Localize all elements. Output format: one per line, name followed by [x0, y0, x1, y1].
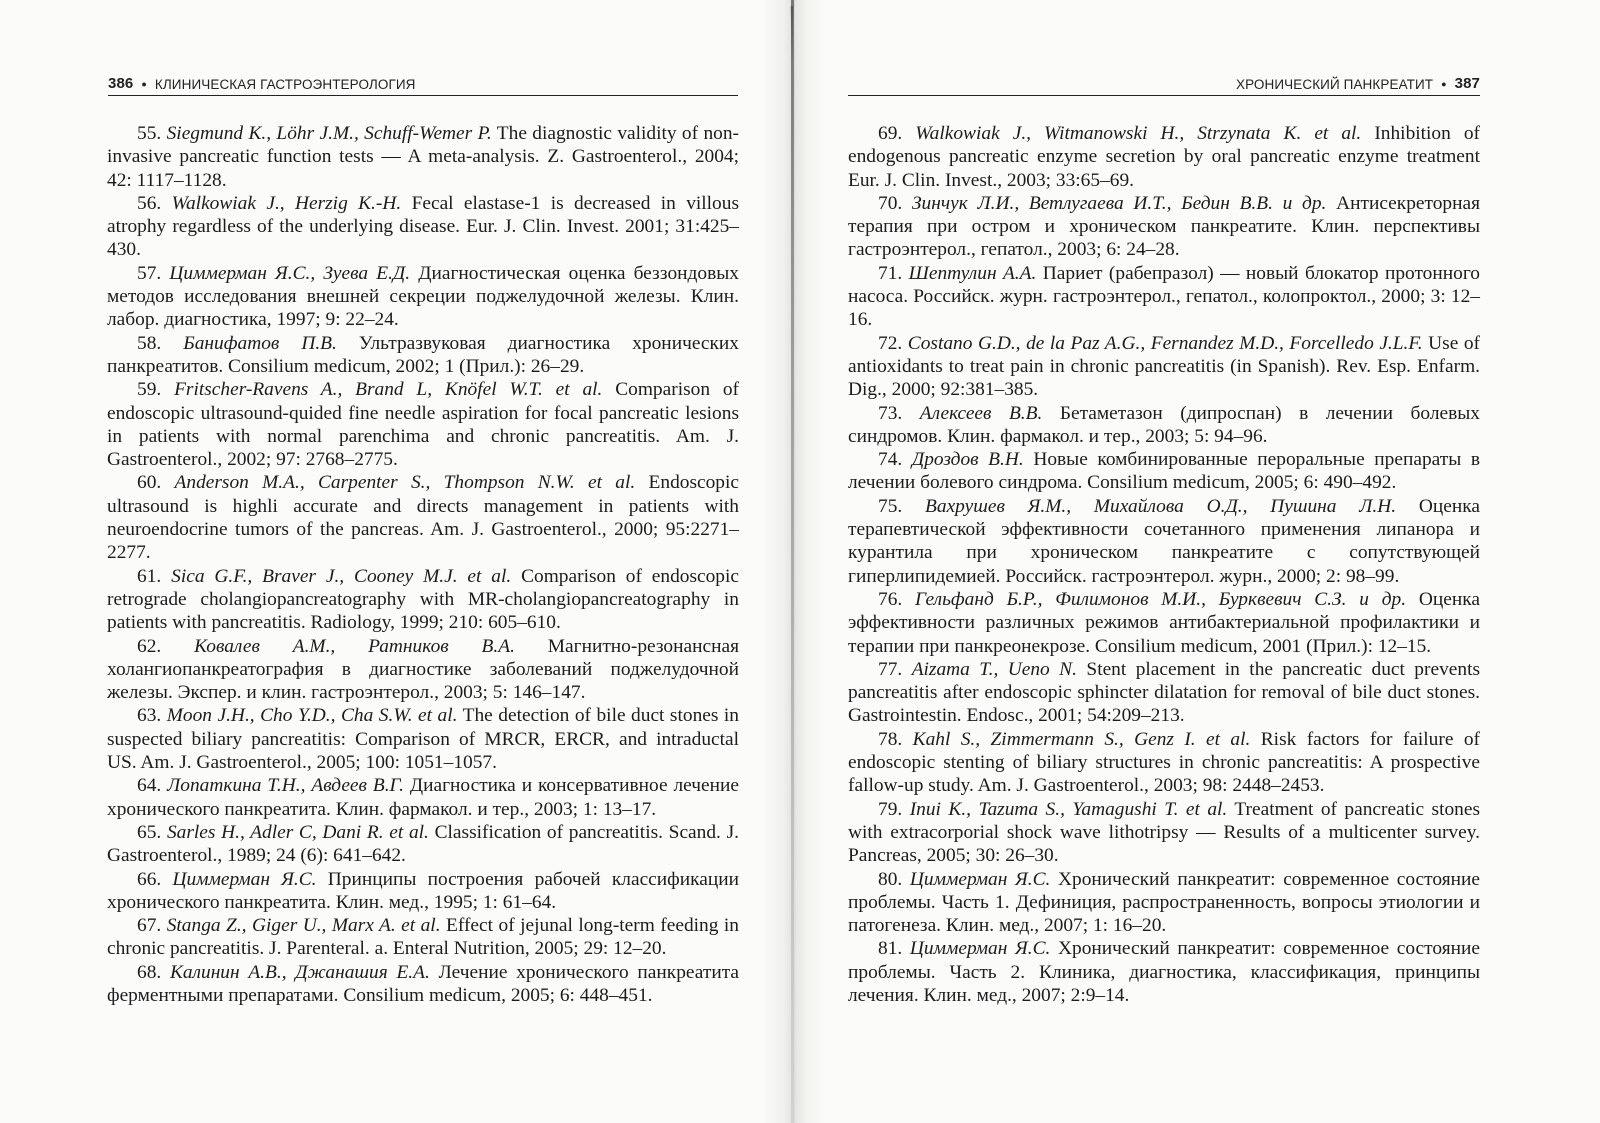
reference-item: 66. Циммерман Я.С. Принципы построения рабочей классификации хронического панкреатита. Клин. мед., 1995; 1: 61–64.	[107, 868, 739, 913]
reference-item: 64. Лопаткина Т.Н., Авдеев В.Г. Диагностика и консервативное лечение хронического панкреатита. Клин. фармакол. и тер., 2003; 1: 13–17.	[107, 775, 739, 820]
reference-item: 63. Moon J.H., Cho Y.D., Cha S.W. et al. The detection of bile duct stones in suspected biliary pancreatitis: Comparison of MRCR, ERCR, and intraductal US. Am. J. Gastroenterol., 2005; 100: 1051–1057.	[107, 705, 739, 774]
reference-item: 57. Циммерман Я.С., Зуева Е.Д. Диагностическая оценка беззондовых методов исследования внешней секреции поджелудочной железы. Клин. лабор. диагностика, 1997; 9: 22–24.	[107, 262, 739, 331]
reference-item: 65. Sarles H., Adler C, Dani R. et al. Classification of pancreatitis. Scand. J. Gastroenterol., 1989; 24 (6): 641–642.	[107, 821, 739, 867]
reference-item: 68. Калинин А.В., Джанашия Е.А. Лечение хронического панкреатита ферментными препаратами. Consilium medicum, 2005; 6: 448–451.	[107, 961, 740, 1006]
reference-item: 60. Anderson M.A., Carpenter S., Thompson N.W. et al. Endoscopic ultrasound is highli accurate and directs management in patients with neuroendocrine tumors of the pancreas. Am. J. Gastroenterol., 2000; 95:2271–2277.	[107, 472, 739, 564]
reference-item: 72. Costano G.D., de la Paz A.G., Fernandez M.D., Forcelledo J.L.F. Use of antioxidants to treat pain in chronic pancreatitis (in Spanish). Rev. Esp. Enfarm. Dig., 2000; 92:381–385.	[848, 332, 1480, 401]
reference-item: 59. Fritscher-Ravens A., Brand L, Knöfel W.T. et al. Comparison of endoscopic ultrasound-quided fine needle aspiration for focal pancreatic lesions in patients with normal parenchima and chronic pancreatitis. Am. J. Gastroenterol., 2002; 97: 2768–2775.	[107, 379, 739, 471]
reference-item: 76. Гельфанд Б.Р., Филимонов М.И., Бурквевич С.З. и др. Оценка эффективности различных режимов антибактериальной профилактики и терапии при панкреонекрозе. Consilium medicum, 2001 (Прил.): 12–15.	[848, 588, 1480, 657]
book-spine-fold	[791, 0, 794, 1123]
reference-item: 56. Walkowiak J., Herzig K.-H. Fecal elastase-1 is decreased in villous atrophy regardless of the underlying disease. Eur. J. Clin. Invest. 2001; 31:425–430.	[107, 192, 739, 261]
left-reference-list	[107, 122, 739, 1007]
reference-item: 62. Ковалев А.М., Ратников В.А. Магнитно-резонансная холангиопанкреатография в диагностике заболеваний поджелудочной железы. Экспер. и клин. гастроэнтерол., 2003; 5: 146–147.	[107, 635, 739, 704]
reference-item: 80. Циммерман Я.С. Хронический панкреатит: современное состояние проблемы. Часть 1. Дефиниция, распространенность, вопросы этиологии и патогенеза. Клин. мед., 2007; 1: 16–20.	[848, 868, 1480, 937]
right-running-head: ХРОНИЧЕСКИЙ ПАНКРЕАТИТ	[1236, 77, 1434, 92]
left-running-head: КЛИНИЧЕСКАЯ ГАСТРОЭНТЕРОЛОГИЯ	[154, 77, 416, 92]
book-gutter	[762, 0, 826, 1123]
reference-item: 81. Циммерман Я.С. Хронический панкреатит: современное состояние проблемы. Часть 2. Клиника, диагностика, классификация, принципы лечения. Клин. мед., 2007; 2:9–14.	[848, 938, 1480, 1006]
reference-item: 71. Шептулин А.А. Париет (рабепразол) — новый блокатор протонного насоса. Российск. журн. гастроэнтерол., гепатол., колопроктол., 2000; 3: 12–16.	[848, 262, 1480, 331]
reference-item: 61. Sica G.F., Braver J., Cooney M.J. et al. Comparison of endoscopic retrograde cholangiopancreatography with MR-cholangiopancreatography in patients with pancreatitis. Radiology, 1999; 210: 605–610.	[107, 565, 739, 634]
right-page-number: 387	[1454, 75, 1480, 92]
left-page-header	[108, 70, 738, 96]
right-page-header	[848, 70, 1480, 96]
header-bullet: ●	[141, 79, 147, 89]
reference-item: 75. Вахрушев Я.М., Михайлова О.Д., Пушина Л.Н. Оценка терапевтической эффективности сочетанного применения липанора и курантила при хроническом панкреатите с сопутствующей гиперлипидемией. Российск. гастроэнтерол. журн., 2000; 2: 98–99.	[848, 495, 1480, 587]
reference-item: 77. Aizama T., Ueno N. Stent placement in the pancreatic duct prevents pancreatitis after endoscopic sphincter dilatation for removal of bile duct stones. Gastrointestin. Endosc., 2001; 54:209–213.	[848, 658, 1480, 727]
left-page-number: 386	[108, 75, 134, 92]
reference-item: 73. Алексеев В.В. Бетаметазон (дипроспан) в лечении болевых синдромов. Клин. фармакол. и тер., 2003; 5: 94–96.	[848, 402, 1480, 447]
reference-item: 78. Kahl S., Zimmermann S., Genz I. et al. Risk factors for failure of endoscopic stenting of biliary structures in chronic pancreatitis: A prospective fallow-up study. Am. J. Gastroenterol., 2003; 98: 2448–2453.	[848, 728, 1480, 797]
reference-item: 67. Stanga Z., Giger U., Marx A. et al. Effect of jejunal long-term feeding in chronic pancreatitis. J. Parenteral. a. Enteral Nutrition, 2005; 29: 12–20.	[107, 915, 739, 960]
reference-item: 58. Банифатов П.В. Ультразвуковая диагностика хронических панкреатитов. Consilium medicum, 2002; 1 (Прил.): 26–29.	[107, 332, 740, 377]
reference-item: 69. Walkowiak J., Witmanowski H., Strzynata K. et al. Inhibition of endogenous pancreatic enzyme secretion by oral pancreatic enzyme treatment Eur. J. Clin. Invest., 2003; 33:65–69.	[848, 123, 1480, 191]
right-reference-list	[848, 122, 1480, 1007]
reference-item: 79. Inui K., Tazuma S., Yamagushi T. et al. Treatment of pancreatic stones with extracorporial shock wave lithotripsy — Results of a multicenter survey. Pancreas, 2005; 30: 26–30.	[848, 798, 1480, 867]
header-bullet: ●	[1441, 79, 1447, 89]
reference-item: 70. Зинчук Л.И., Ветлугаева И.Т., Бедин В.В. и др. Антисекреторная терапия при остром и хроническом панкреатите. Клин. перспективы гастроэнтерол., гепатол., 2003; 6: 24–28.	[848, 192, 1481, 261]
reference-item: 55. Siegmund K., Löhr J.M., Schuff-Wemer P. The diagnostic validity of non-invasive pancreatic function tests — A meta-analysis. Z. Gastroenterol., 2004; 42: 1117–1128.	[107, 123, 739, 191]
reference-item: 74. Дроздов В.Н. Новые комбинированные пероральные препараты в лечении болевого синдрома. Consilium medicum, 2005; 6: 490–492.	[848, 449, 1480, 494]
